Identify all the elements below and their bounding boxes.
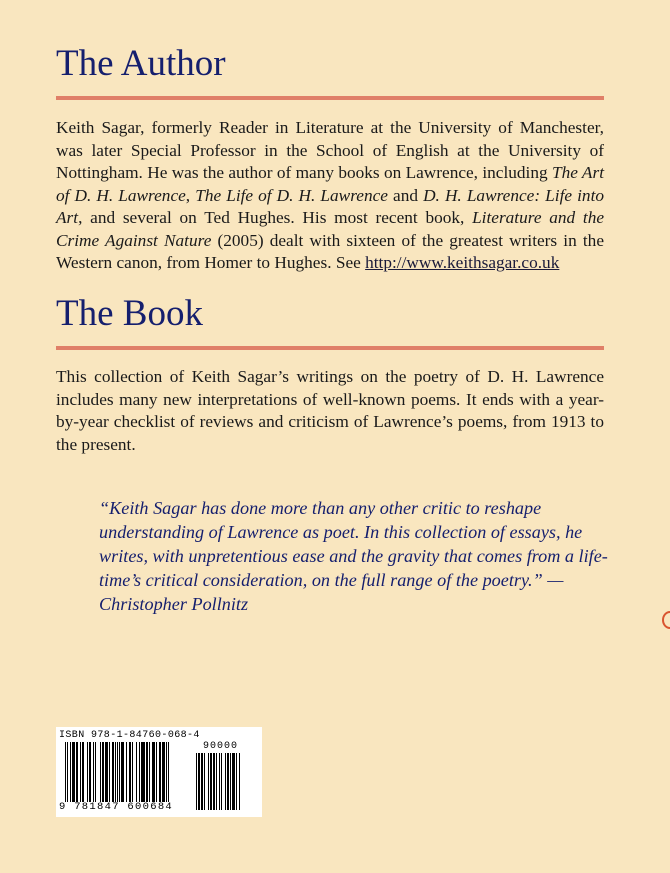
author-divider — [56, 96, 604, 100]
bio-tail: (2005) dealt with sixteen of the greatest writers in the Western canon, from Homer to Hughes. See — [56, 230, 604, 272]
ean-digits: 9 781847 600684 — [59, 801, 174, 813]
isbn-barcode — [56, 727, 262, 817]
review-quote: “Keith Sagar has done more than any other critic to reshape understanding of Lawrence as poet. In this collection of essays, he writes, with unpretentious ease and the gravity that comes from a life-time’s critical consideration, on the full range of the poetry.” —Christopher Pollnitz — [99, 498, 608, 614]
ean-barcode-bars — [65, 742, 193, 810]
edge-glyph — [662, 608, 670, 632]
author-heading: The Author — [56, 43, 226, 84]
bio-middle: , and several on Ted Hughes. His most recent book, — [78, 208, 473, 227]
book-title-art: The Art of D. H. Lawrence — [56, 163, 604, 205]
book-description: This collection of Keith Sagar’s writings on the poetry of D. H. Lawrence includes many new interpretations of well-known poems. It ends with a year-by-year checklist of reviews and criticism of Lawrence’s poems, from 1913 to the present. — [56, 367, 604, 454]
bio-separator: , — [185, 185, 196, 205]
price-code: 90000 — [203, 741, 239, 752]
addon-barcode-bars — [196, 753, 250, 810]
book-title-crime-against-nature: Literature and the Crime Against Nature — [56, 208, 605, 250]
bio-separator: and — [387, 185, 424, 205]
book-title-life-into-art: D. H. Lawrence: Life into Art — [56, 185, 605, 227]
author-website-link[interactable]: http://www.keithsagar.co.uk — [365, 253, 560, 272]
book-title-life: The Life of D. H. Lawrence — [195, 185, 388, 205]
book-divider — [56, 346, 604, 350]
isbn-label: ISBN 978-1-84760-068-4 — [59, 730, 200, 741]
book-heading: The Book — [56, 293, 203, 334]
author-bio — [56, 117, 604, 275]
bio-intro: Keith Sagar, formerly Reader in Literature at the University of Manchester, was later Special Professor in the School of English at the University of Nottingham. He was the author of many books on Lawrence, including — [56, 118, 604, 182]
